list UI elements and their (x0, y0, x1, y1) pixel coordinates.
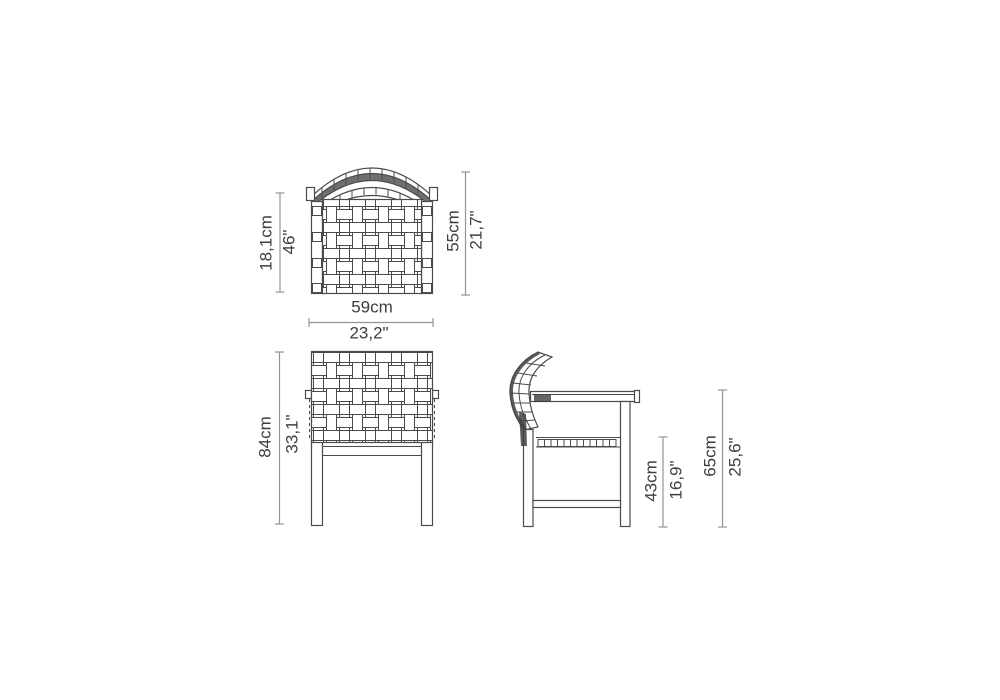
side-seat-height-cm-label: 43cm (641, 460, 661, 502)
top-back-cm-label: 55cm (443, 210, 463, 252)
side-view-armrest (531, 391, 640, 403)
front-view-woven-backrest (312, 352, 433, 443)
front-height-inch-label: 33,1" (282, 414, 302, 454)
side-armrest-height-inch-label: 25,6" (725, 437, 745, 477)
top-width-cm-label: 59cm (351, 297, 393, 317)
front-height-cm-label: 84cm (255, 416, 275, 458)
front-view-chair (306, 352, 439, 526)
top-depth-cm-label: 18,1cm (256, 215, 276, 271)
side-view-back-shading (519, 412, 527, 446)
side-seat-height-inch-label: 16,9" (666, 460, 686, 500)
top-back-inch-label: 21,7" (466, 210, 486, 250)
front-view-seat-apron (323, 447, 422, 456)
side-view-seat-straps (536, 438, 621, 448)
top-view-woven-seat (323, 200, 422, 294)
top-depth-inch-label: 46" (279, 229, 299, 255)
side-view-chair (510, 352, 640, 527)
side-armrest-height-cm-label: 65cm (700, 435, 720, 477)
top-width-inch-label: 23,2" (349, 323, 389, 343)
side-view-stretcher (533, 501, 621, 508)
top-view-chair (307, 168, 438, 294)
